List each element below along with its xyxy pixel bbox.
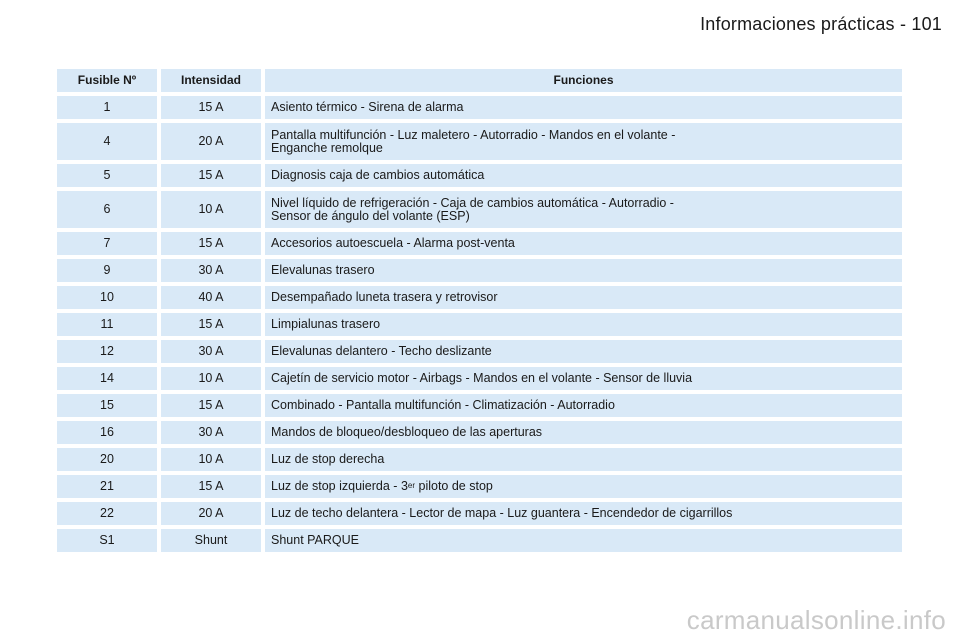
fuse-amperage: 15 A: [161, 394, 261, 417]
fuse-number: 14: [57, 367, 157, 390]
fuse-number: 7: [57, 232, 157, 255]
table-header-row: [57, 69, 902, 92]
fuse-functions: Cajetín de servicio motor - Airbags - Mandos en el volante - Sensor de lluvia: [265, 367, 902, 390]
table-row: [57, 448, 902, 471]
fuse-number: 5: [57, 164, 157, 187]
fuse-functions: Pantalla multifunción - Luz maletero - Autorradio - Mandos en el volante - Enganche remolque: [265, 123, 902, 160]
fuse-number: 11: [57, 313, 157, 336]
fuse-functions: Asiento térmico - Sirena de alarma: [265, 96, 902, 119]
watermark: carmanualsonline.info: [686, 605, 946, 635]
column-header-fuse: Fusible Nº: [57, 69, 157, 92]
fuse-number: 10: [57, 286, 157, 309]
fuse-amperage: 30 A: [161, 259, 261, 282]
fuse-number: 16: [57, 421, 157, 444]
table-row: [57, 286, 902, 309]
fuse-number: 21: [57, 475, 157, 498]
fuse-amperage: 40 A: [161, 286, 261, 309]
fuse-functions: Desempañado luneta trasera y retrovisor: [265, 286, 902, 309]
fuse-table: [57, 69, 902, 556]
fuse-amperage: 10 A: [161, 367, 261, 390]
fuse-number: 15: [57, 394, 157, 417]
table-row: [57, 475, 902, 498]
fuse-functions: Elevalunas delantero - Techo deslizante: [265, 340, 902, 363]
fuse-number: 22: [57, 502, 157, 525]
fuse-functions: Nivel líquido de refrigeración - Caja de cambios automática - Autorradio - Sensor de ángulo del volante (ESP): [265, 191, 902, 228]
fuse-amperage: 15 A: [161, 313, 261, 336]
fuse-functions: Combinado - Pantalla multifunción - Climatización - Autorradio: [265, 394, 902, 417]
fuse-functions: Luz de stop derecha: [265, 448, 902, 471]
page-title: Informaciones prácticas - 101: [700, 14, 942, 34]
column-header-amperage: Intensidad: [161, 69, 261, 92]
fuse-number: 9: [57, 259, 157, 282]
column-header-functions: Funciones: [265, 69, 902, 92]
fuse-amperage: 10 A: [161, 191, 261, 228]
fuse-functions-text: piloto de stop: [415, 479, 493, 493]
fuse-number: 20: [57, 448, 157, 471]
fuse-amperage: 20 A: [161, 502, 261, 525]
table-row: [57, 340, 902, 363]
fuse-amperage: 15 A: [161, 164, 261, 187]
fuse-amperage: 30 A: [161, 421, 261, 444]
fuse-functions: Shunt PARQUE: [265, 529, 902, 552]
table-row: [57, 259, 902, 282]
fuse-number: 12: [57, 340, 157, 363]
fuse-number: S1: [57, 529, 157, 552]
table-row: [57, 313, 902, 336]
fuse-amperage: 15 A: [161, 475, 261, 498]
fuse-functions: Elevalunas trasero: [265, 259, 902, 282]
fuse-functions: Limpialunas trasero: [265, 313, 902, 336]
fuse-amperage: 30 A: [161, 340, 261, 363]
fuse-functions: Luz de stop izquierda - 3 $^{er}$ piloto de stop: [265, 475, 902, 498]
table-row: [57, 123, 902, 160]
table-row: [57, 421, 902, 444]
table-row: [57, 529, 902, 552]
fuse-amperage: 15 A: [161, 232, 261, 255]
fuse-functions: Mandos de bloqueo/desbloqueo de las aperturas: [265, 421, 902, 444]
table-row: [57, 367, 902, 390]
table-row: [57, 232, 902, 255]
table-row: [57, 394, 902, 417]
table-row: [57, 96, 902, 119]
fuse-number: 6: [57, 191, 157, 228]
fuse-functions: Luz de techo delantera - Lector de mapa - Luz guantera - Encendedor de cigarrillos: [265, 502, 902, 525]
fuse-functions-text: Luz de stop izquierda - 3: [271, 479, 408, 493]
table-row: [57, 191, 902, 228]
fuse-amperage: 20 A: [161, 123, 261, 160]
fuse-number: 1: [57, 96, 157, 119]
fuse-amperage: 15 A: [161, 96, 261, 119]
fuse-functions: Diagnosis caja de cambios automática: [265, 164, 902, 187]
fuse-number: 4: [57, 123, 157, 160]
fuse-functions: Accesorios autoescuela - Alarma post-venta: [265, 232, 902, 255]
fuse-amperage: 10 A: [161, 448, 261, 471]
fuse-amperage: Shunt: [161, 529, 261, 552]
table-row: [57, 502, 902, 525]
table-row: [57, 164, 902, 187]
